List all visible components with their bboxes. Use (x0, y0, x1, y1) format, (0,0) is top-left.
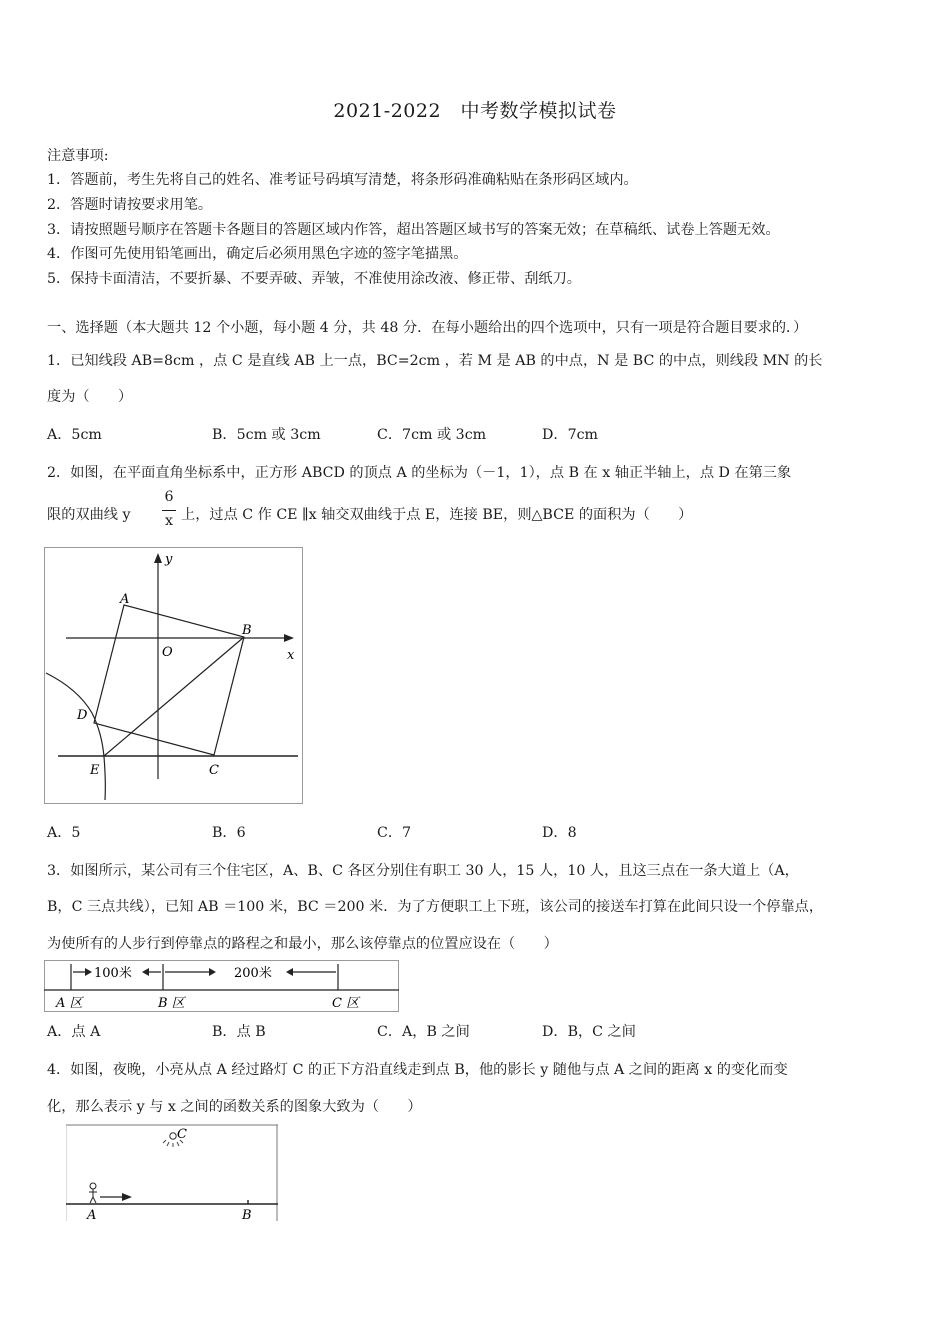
q3-text-line2: B，C 三点共线），已知 AB ＝100 米，BC ＝200 米．为了方便职工上下班，该公司的接送车打算在此间只设一个停靠点， (47, 899, 824, 915)
figure-frame (45, 548, 303, 804)
q3-text-line3: 为使所有的人步行到停靠点的路程之和最小，那么该停靠点的位置应设在（ ） (47, 936, 558, 952)
zone-c-label: C 区 (332, 996, 360, 1011)
q2-fraction-numerator: 6 (164, 489, 174, 505)
q2-fraction-bar (162, 510, 176, 511)
notice-item-3: 3．请按照题号顺序在答题卡各题目的答题区域内作答，超出答题区域书写的答案无效；在草稿纸、试卷上答题无效。 (47, 222, 780, 238)
q2-text-line2-post: 上，过点 C 作 CE ∥x 轴交双曲线于点 E，连接 BE，则△BCE 的面积为（ ） (181, 507, 693, 523)
dim-ab-label: 100米 (94, 966, 132, 981)
section-heading: 一、选择题（本大题共 12 个小题，每小题 4 分，共 48 分．在每小题给出的四个选项中，只有一项是符合题目要求的．） (47, 320, 808, 336)
line-be (104, 637, 244, 756)
square-abcd (94, 605, 244, 755)
q2-text-line2-pre: 限的双曲线 y (47, 507, 131, 523)
label-y: y (165, 552, 173, 567)
label-c: C (177, 1127, 187, 1142)
q3-option-b: B．点 B (212, 1024, 266, 1040)
dim-bc-right-arrow (286, 968, 293, 976)
notice-item-2: 2．答题时请按要求用笔。 (47, 197, 213, 213)
q2-option-a: A．5 (47, 825, 81, 841)
q3-option-c: C．A，B 之间 (377, 1024, 470, 1040)
q1-text-line1: 1．已知线段 AB=8cm ，点 C 是直线 AB 上一点，BC=2cm ，若 M 是 AB 的中点，N 是 BC 的中点，则线段 MN 的长 (47, 353, 823, 369)
q2-option-b: B．6 (212, 825, 246, 841)
person-icon (89, 1183, 97, 1203)
label-a: A (120, 592, 130, 607)
label-c: C (209, 763, 219, 778)
notice-item-1: 1．答题前，考生先将自己的姓名、准考证号码填写清楚，将条形码准确粘贴在条形码区域内。 (47, 172, 638, 188)
notice-heading: 注意事项: (47, 148, 109, 164)
zone-b-label: B 区 (158, 996, 185, 1011)
q4-streetlight-figure (66, 1124, 278, 1222)
q1-option-a: A．5cm (47, 427, 102, 443)
notice-item-5: 5．保持卡面清洁，不要折暴、不要弄破、弄皱，不准使用涂改液、修正带、刮纸刀。 (47, 271, 581, 287)
q2-option-c: C．7 (377, 825, 412, 841)
q1-option-c: C．7cm 或 3cm (377, 427, 487, 443)
dim-bc-left-arrow (209, 968, 216, 976)
q2-text-line1: 2．如图，在平面直角坐标系中，正方形 ABCD 的顶点 A 的坐标为（－1，1），点 B 在 x 轴正半轴上，点 D 在第三象 (47, 465, 792, 481)
q1-option-b: B．5cm 或 3cm (212, 427, 321, 443)
walk-direction-arrow (122, 1193, 132, 1201)
page-title: 2021-2022 中考数学模拟试卷 (333, 100, 617, 122)
hyperbola-curve (46, 673, 105, 800)
dim-ab-left-arrow (85, 968, 92, 976)
x-axis-arrow (284, 634, 294, 642)
label-b: B (242, 1208, 252, 1222)
label-a: A (87, 1208, 97, 1222)
q3-text-line1: 3．如图所示，某公司有三个住宅区，A、B、C 各区分别住有职工 30 人，15 人，10 人，且这三点在一条大道上（A， (47, 863, 799, 879)
q4-text-line2: 化，那么表示 y 与 x 之间的函数关系的图象大致为（ ） (47, 1099, 422, 1115)
label-x: x (287, 648, 295, 663)
y-axis-arrow (154, 553, 162, 563)
q1-option-d: D．7cm (542, 427, 598, 443)
label-b: B (242, 623, 252, 638)
dim-bc-label: 200米 (234, 966, 272, 981)
label-d: D (77, 708, 88, 723)
label-e: E (90, 763, 100, 778)
zone-a-label: A 区 (56, 996, 83, 1011)
q3-option-a: A．点 A (47, 1024, 101, 1040)
q2-option-d: D．8 (542, 825, 577, 841)
q2-fraction-denominator: x (164, 513, 173, 529)
q4-text-line1: 4．如图，夜晚，小亮从点 A 经过路灯 C 的正下方沿直线走到点 B，他的影长 y 随他与点 A 之间的距离 x 的变化而变 (47, 1062, 788, 1078)
q3-road-figure (44, 960, 399, 1012)
q2-coordinate-figure (44, 547, 303, 804)
q1-text-line2: 度为（ ） (47, 389, 133, 405)
notice-item-4: 4．作图可先使用铅笔画出，确定后必须用黑色字迹的签字笔描黑。 (47, 246, 468, 262)
label-o: O (162, 645, 173, 660)
q3-option-d: D．B，C 之间 (542, 1024, 636, 1040)
dim-ab-right-arrow (142, 968, 149, 976)
